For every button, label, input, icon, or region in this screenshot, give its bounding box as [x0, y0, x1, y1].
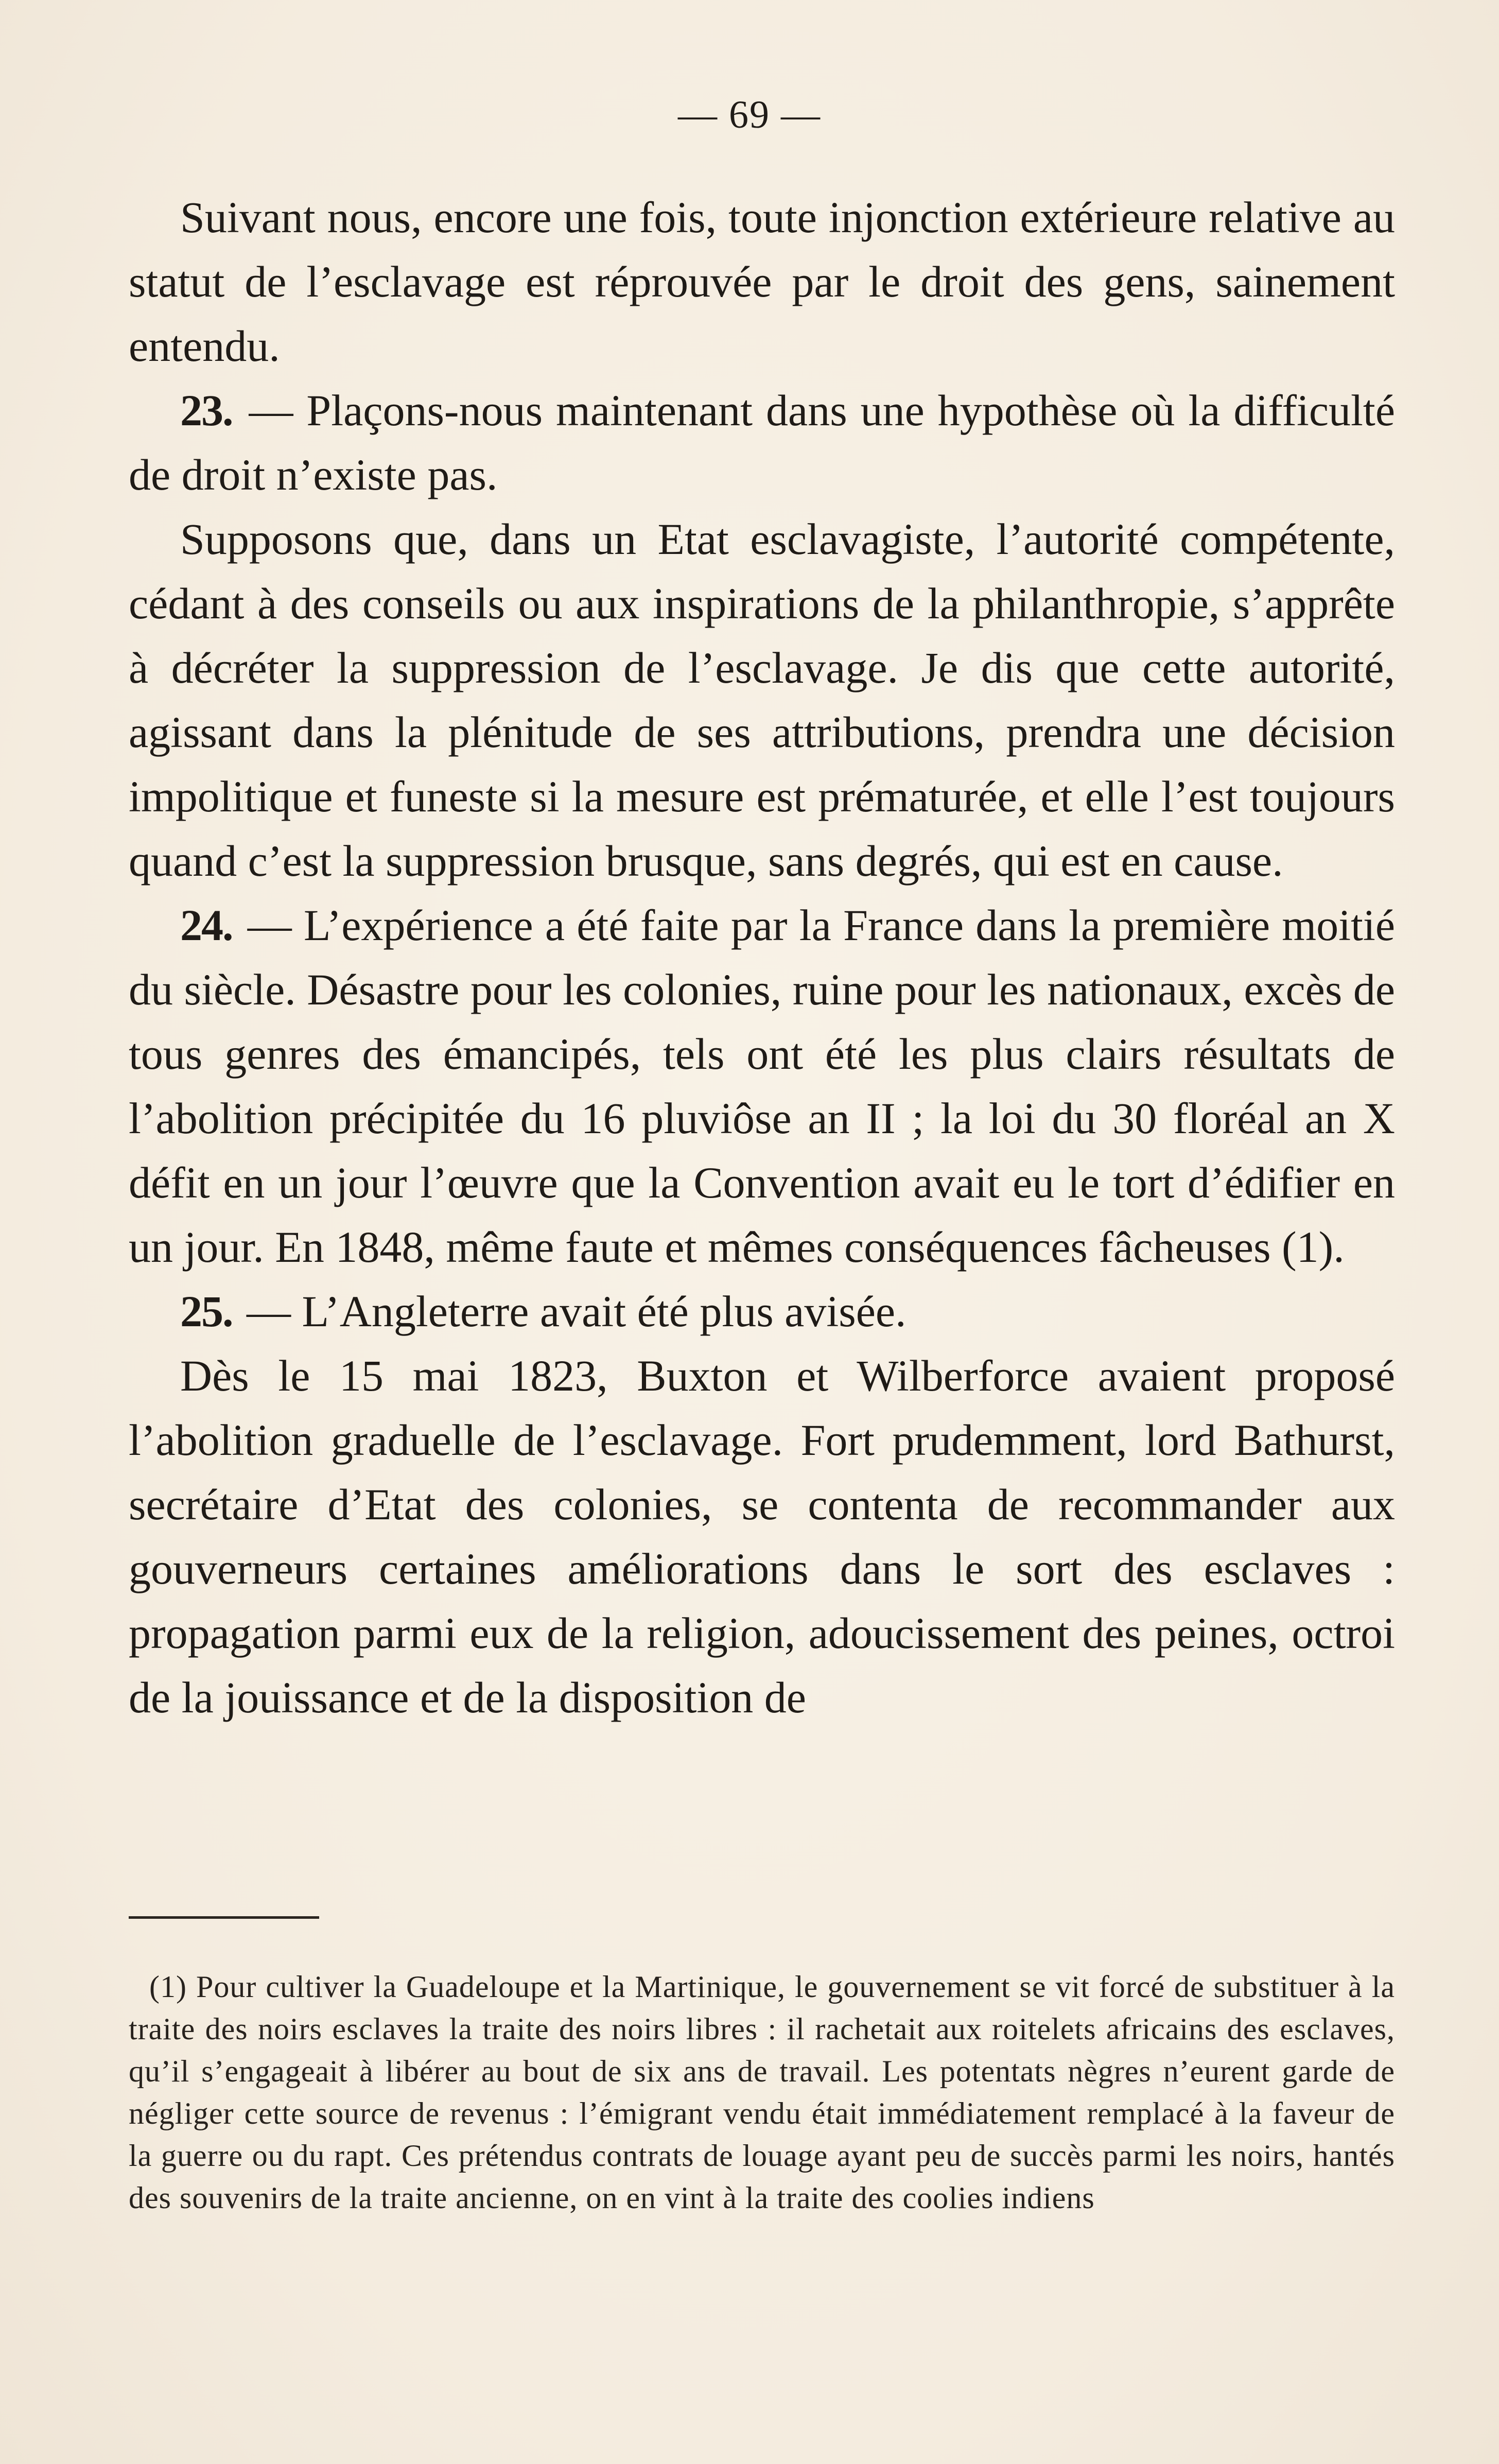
section-number: 25. — [180, 1287, 233, 1336]
paragraph — [129, 1344, 1395, 1730]
paragraph-text: — L’Angleterre avait été plus avisée. — [247, 1287, 907, 1336]
paragraph-text: Dès le 15 mai 1823, Buxton et Wilberforce avaient proposé l’abolition graduelle de l’esclavage. Fort prudemment, lord Bathurst, secrétaire d’Etat des colonies, se contenta de recommander aux gouverneurs certaines améliorations dans le sort des esclaves : propagation parmi eux de la religion, adoucissement des peines, octroi de la jouissance et de la disposition de — [129, 1351, 1395, 1722]
footnote-divider — [129, 1916, 319, 1919]
paragraph — [129, 1279, 1395, 1344]
section-number: 24. — [180, 900, 233, 950]
paragraph-text: Suivant nous, encore une fois, toute injonction extérieure relative au statut de l’esclavage est réprouvée par le droit des gens, sainement entendu. — [129, 193, 1395, 371]
paragraph — [129, 507, 1395, 893]
section-number: 23. — [180, 386, 233, 435]
page-number: — 69 — — [678, 93, 821, 136]
paragraph — [129, 378, 1395, 507]
paragraph-text: Supposons que, dans un Etat esclavagiste, l’autorité compétente, cédant à des conseils ou aux inspirations de la philanthropie, s’apprête à décréter la suppression de l’esclavage. Je dis que cette autorité, agissant dans la plénitude de ses attributions, prendra une décision impolitique et funeste si la mesure est prématurée, et elle l’est toujours quand c’est la suppression brusque, sans degrés, qui est en cause. — [129, 514, 1395, 886]
footnote: (1) Pour cultiver la Guadeloupe et la Martinique, le gouvernement se vit forcé de substituer à la traite des noirs esclaves la traite des noirs libres : il rachetait aux roitelets africains des esclaves, qu’il s’engageait à libérer au bout de six ans de travail. Les potentats nègres n’eurent garde de négliger cette source de revenus : l’émigrant vendu était immédiatement remplacé à la faveur de la guerre ou du rapt. Ces prétendus contrats de louage ayant peu de succès parmi les noirs, hantés des souvenirs de la traite ancienne, on en vint à la traite des coolies indiens — [129, 1970, 1395, 2215]
paragraph — [129, 185, 1395, 378]
paragraph-text: — L’expérience a été faite par la France dans la première moitié du siècle. Désastre pour les colonies, ruine pour les nationaux, excès de tous genres des émancipés, tels ont été les plus clairs résultats de l’abolition précipitée du 16 pluviôse an II ; la loi du 30 floréal an X défit en un jour l’œuvre que la Convention avait eu le tort d’édifier en un jour. En 1848, même faute et mêmes conséquences fâcheuses (1). — [129, 900, 1396, 1272]
body-text — [129, 185, 1395, 1730]
paragraph — [129, 893, 1395, 1279]
paragraph-text: — Plaçons-nous maintenant dans une hypothèse où la difficulté de droit n’existe pas. — [129, 386, 1395, 499]
